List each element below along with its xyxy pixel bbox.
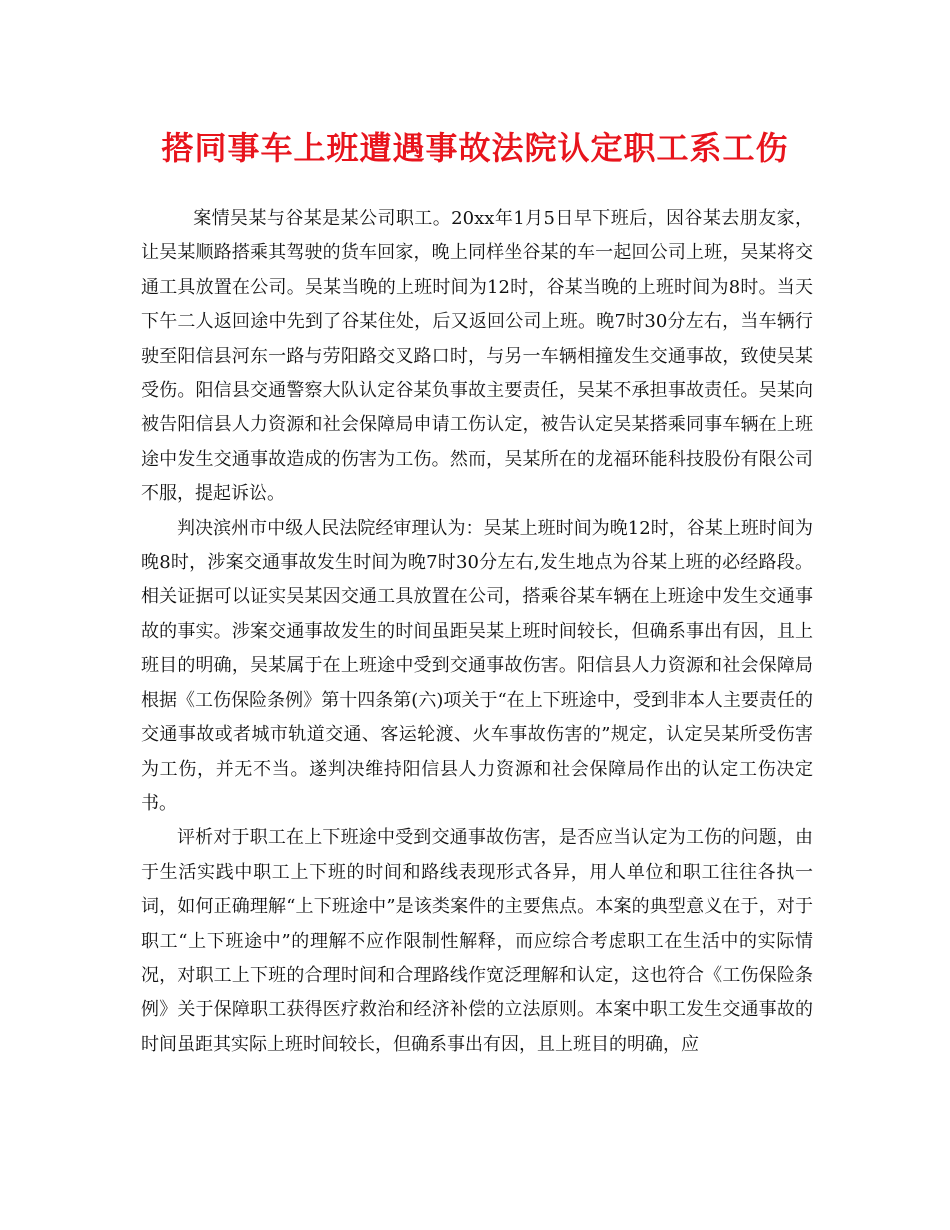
paragraph-judgment: 判决滨州市中级人民法院经审理认为：吴某上班时间为晚12时，谷某上班时间为晚8时，涉案交通事故发生时间为晚7时30分左右,发生地点为谷某上班的必经路段。相关证据可以证实吴某因交通工具放置在公司，搭乘谷某车辆在上班途中发生交通事故的事实。涉案交通事故发生的时间虽距吴某上班时间较长，但确系事出有因，且上班目的明确，吴某属于在上班途中受到交通事故伤害。阳信县人力资源和社会保障局根据《工伤保险条例》第十四条第(六)项关于“在上下班途中，受到非本人主要责任的交通事故或者城市轨道交通、客运轮渡、火车事故伤害的”规定，认定吴某所受伤害为工伤，并无不当。遂判决维持阳信县人力资源和社会保障局作出的认定工伤决定书。: [141, 517, 813, 814]
document-body: [141, 202, 813, 1062]
paragraph-analysis: 评析对于职工在上下班途中受到交通事故伤害，是否应当认定为工伤的问题，由于生活实践中职工上下班的时间和路线表现形式各异，用人单位和职工往往各执一词，如何正确理解“上下班途中”是该类案件的主要焦点。本案的典型意义在于，对于职工“上下班途中”的理解不应作限制性解释，而应综合考虑职工在生活中的实际情况，对职工上下班的合理时间和合理路线作宽泛理解和认定，这也符合《工伤保险条例》关于保障职工获得医疗救治和经济补偿的立法原则。本案中职工发生交通事故的时间虽距其实际上班时间较长，但确系事出有因，且上班目的明确，应: [141, 827, 813, 1055]
document-title: 搭同事车上班遭遇事故法院认定职工系工伤: [161, 129, 789, 167]
paragraph-case: 案情吴某与谷某是某公司职工。20xx年1月5日早下班后，因谷某去朋友家，让吴某顺路搭乘其驾驶的货车回家，晚上同样坐谷某的车一起回公司上班，吴某将交通工具放置在公司。吴某当晚的上班时间为12时，谷某当晚的上班时间为8时。当天下午二人返回途中先到了谷某住处，后又返回公司上班。晚7时30分左右，当车辆行驶至阳信县河东一路与劳阳路交叉路口时，与另一车辆相撞发生交通事故，致使吴某受伤。阳信县交通警察大队认定谷某负事故主要责任，吴某不承担事故责任。吴某向被告阳信县人力资源和社会保障局申请工伤认定，被告认定吴某搭乘同事车辆在上班途中发生交通事故造成的伤害为工伤。然而，吴某所在的龙福环能科技股份有限公司不服，提起诉讼。: [141, 208, 813, 505]
